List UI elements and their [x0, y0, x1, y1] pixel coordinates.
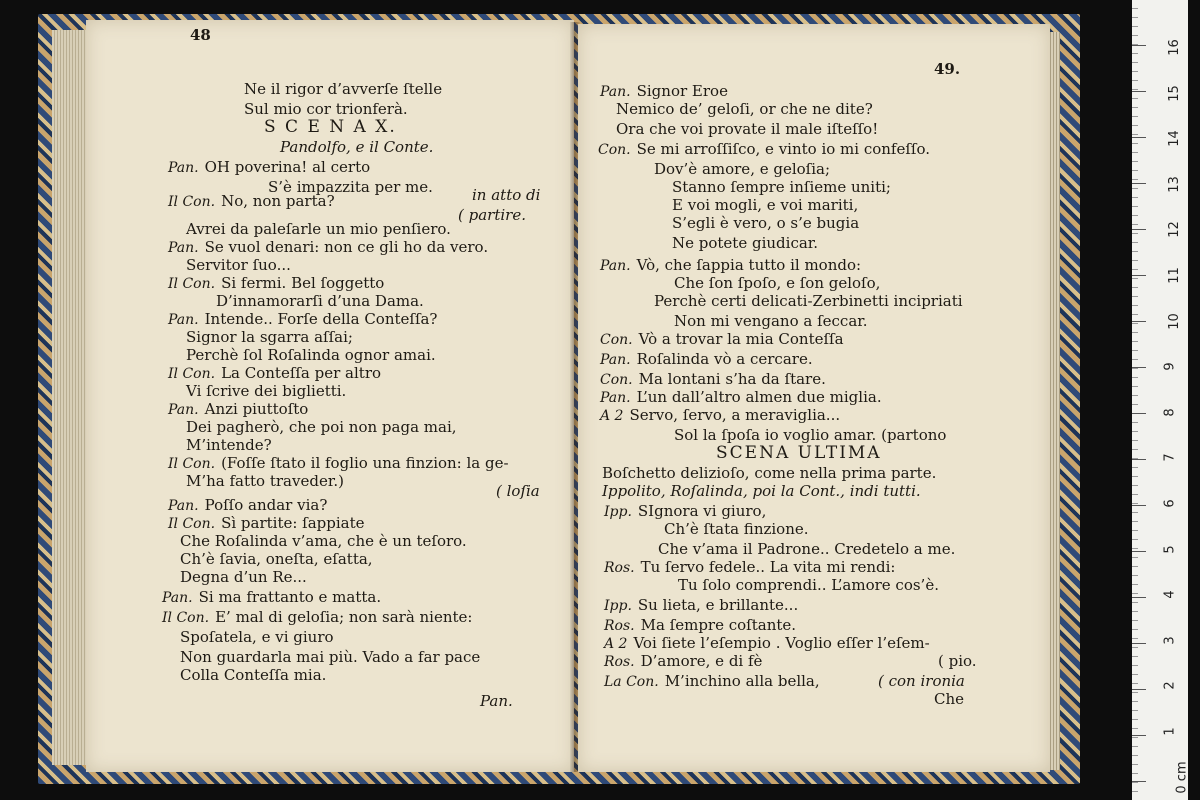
stage-direction: Pandolfo, e il Conte. — [280, 138, 434, 156]
text-line: Spoſatela, e vi giuro — [180, 628, 334, 646]
text-line: Dei pagherò, che poi non paga mai, — [186, 418, 457, 436]
text-line: Con. Ma lontani s’ha da ſtare. — [600, 370, 826, 388]
right-page — [578, 24, 1050, 772]
text-line: M’ha fatto traveder.) — [186, 472, 344, 490]
text-line: Il Con. Sì partite: ſappiate — [168, 514, 365, 532]
catchword: Pan. — [480, 692, 513, 710]
text-line: Signor la sgarra aſſai; — [186, 328, 353, 346]
stage-direction: in atto di — [472, 186, 541, 204]
ruler-label: 11 — [1166, 267, 1182, 284]
text-line: Perchè ſol Roſalinda ognor amai. — [186, 346, 436, 364]
text-line: Pan. Poſſo andar via? — [168, 496, 328, 514]
ruler-label: 14 — [1166, 130, 1182, 147]
text-line: Ros. Tu ſervo fedele.. La vita mi rendi: — [604, 558, 896, 576]
text-line: Ipp. SIgnora vi giuro, — [604, 502, 767, 520]
ruler-label: 6 — [1162, 499, 1178, 508]
text-line: Il Con. La Conteſſa per altro — [168, 364, 382, 382]
text-line: S’è impazzita per me. — [268, 178, 433, 196]
text-line: Perchè certi delicati-Zerbinetti incipriati — [654, 292, 963, 310]
page-number-right: 49. — [934, 60, 961, 78]
ruler-label: 12 — [1166, 221, 1182, 239]
text-line: Pan. Anzi piuttoſto — [168, 400, 309, 418]
text-line: La Con. M’inchino alla bella, — [604, 672, 820, 690]
text-line: Che ſon ſpoſo, e ſon geloſo, — [674, 274, 881, 292]
stage-direction: ( pio. — [938, 652, 977, 670]
page-edges-left — [52, 30, 88, 765]
text-line: Con. Se mi arroſſiſco, e vinto io mi confeſſo. — [598, 140, 931, 158]
text-line: M’intende? — [186, 436, 272, 454]
text-line: Ne il rigor d’avverſe ſtelle — [244, 80, 443, 98]
text-line: Che Roſalinda v’ama, che è un teſoro. — [180, 532, 467, 550]
page-number-left: 48 — [190, 26, 211, 44]
catchword: Che — [934, 690, 965, 708]
text-line: Sol la ſpoſa io voglio amar. (partono — [674, 426, 947, 444]
text-line: D’innamorarſi d’una Dama. — [216, 292, 424, 310]
text-line: Il Con. Si fermi. Bel ſoggetto — [168, 274, 385, 292]
ruler-label: 3 — [1162, 636, 1178, 645]
text-line: Con. Vò a trovar la mia Conteſſa — [600, 330, 844, 348]
text-line: Non mi vengano a ſeccar. — [674, 312, 868, 330]
ruler-label: 2 — [1162, 681, 1178, 691]
ruler-label: 16 — [1166, 39, 1182, 56]
ruler-label: 5 — [1162, 544, 1178, 554]
text-line: Ch’è ſavia, oneſta, eſatta, — [180, 550, 373, 568]
text-line: A 2 Servo, ſervo, a meraviglia... — [600, 406, 841, 424]
text-line: Il Con. E’ mal di geloſia; non sarà niente: — [162, 608, 473, 626]
text-line: Pan. Signor Eroe — [600, 82, 728, 100]
text-line: Nemico de’ geloſi, or che ne dite? — [616, 100, 873, 118]
ruler-label: 15 — [1166, 84, 1182, 102]
text-line: Pan. OH poverina! al certo — [168, 158, 371, 176]
text-line: Non guardarla mai più. Vado a far pace — [180, 648, 481, 666]
stage-direction: ( loſia — [496, 482, 540, 500]
scene-heading: S C E N A X. — [264, 117, 397, 137]
ruler-label: 10 — [1166, 312, 1182, 330]
ruler-label: 8 — [1162, 408, 1178, 417]
text-line: Ne potete giudicar. — [672, 234, 819, 252]
text-line: Ipp. Su lieta, e brillante... — [604, 596, 799, 614]
text-line: Pan. Se vuol denari: non ce gli ho da vero. — [168, 238, 489, 256]
left-page — [86, 20, 574, 772]
scene-heading: SCENA ULTIMA — [716, 443, 882, 463]
text-line: Tu ſolo comprendi.. L’amore cos’è. — [678, 576, 939, 594]
text-line: Pan. Vò, che ſappia tutto il mondo: — [600, 256, 862, 274]
text-line: Vi ſcrive dei biglietti. — [186, 382, 347, 400]
text-line: E voi mogli, e voi mariti, — [672, 196, 859, 214]
stage-direction: Boſchetto delizioſo, come nella prima parte. — [602, 464, 937, 482]
text-line: Degna d’un Re... — [180, 568, 307, 586]
text-line: S’egli è vero, o s’e bugia — [672, 214, 860, 232]
text-line: Pan. Si ma frattanto e matta. — [162, 588, 382, 606]
text-line: Colla Conteſſa mia. — [180, 666, 327, 684]
text-line: Avrei da paleſarle un mio penſiero. — [186, 220, 451, 238]
text-line: Il Con. No, non parta? — [168, 192, 335, 210]
ruler-label: 4 — [1162, 590, 1178, 599]
text-line: Ora che voi provate il male iſteſſo! — [616, 120, 879, 138]
text-line: Pan. Intende.. Forſe della Conteſſa? — [168, 310, 438, 328]
text-line: Dov’è amore, e geloſia; — [654, 160, 831, 178]
text-line: Ch’è ſtata finzione. — [664, 520, 809, 538]
text-line: Pan. L’un dall’altro almen due miglia. — [600, 388, 882, 406]
text-line: Stanno ſempre inſieme uniti; — [672, 178, 891, 196]
text-line: Ros. Ma ſempre coſtante. — [604, 616, 797, 634]
text-line: Sul mio cor trionferà. — [244, 100, 408, 118]
ruler-label: 13 — [1166, 176, 1182, 193]
ruler-label: 7 — [1162, 453, 1178, 463]
text-line: Il Con. (Foſſe ſtato il foglio una finzion: la ge- — [168, 454, 509, 472]
ruler-label: 9 — [1162, 362, 1178, 371]
stage-direction: ( partire. — [458, 206, 526, 224]
ruler-label: 1 — [1162, 727, 1178, 736]
measurement-ruler — [1132, 0, 1188, 800]
text-line: Servitor ſuo... — [186, 256, 291, 274]
stage-direction: ( con ironia — [878, 672, 965, 690]
text-line: A 2 Voi ſiete l’eſempio . Voglio eſſer l’eſem- — [604, 634, 930, 652]
stage-direction: Ippolito, Roſalinda, poi la Cont., indi tutti. — [602, 482, 921, 500]
text-line: Pan. Roſalinda vò a cercare. — [600, 350, 813, 368]
text-line: Ros. D’amore, e di fè — [604, 652, 763, 670]
text-line: Che v’ama il Padrone.. Credetelo a me. — [658, 540, 956, 558]
ruler-label: 0 cm — [1174, 760, 1190, 794]
